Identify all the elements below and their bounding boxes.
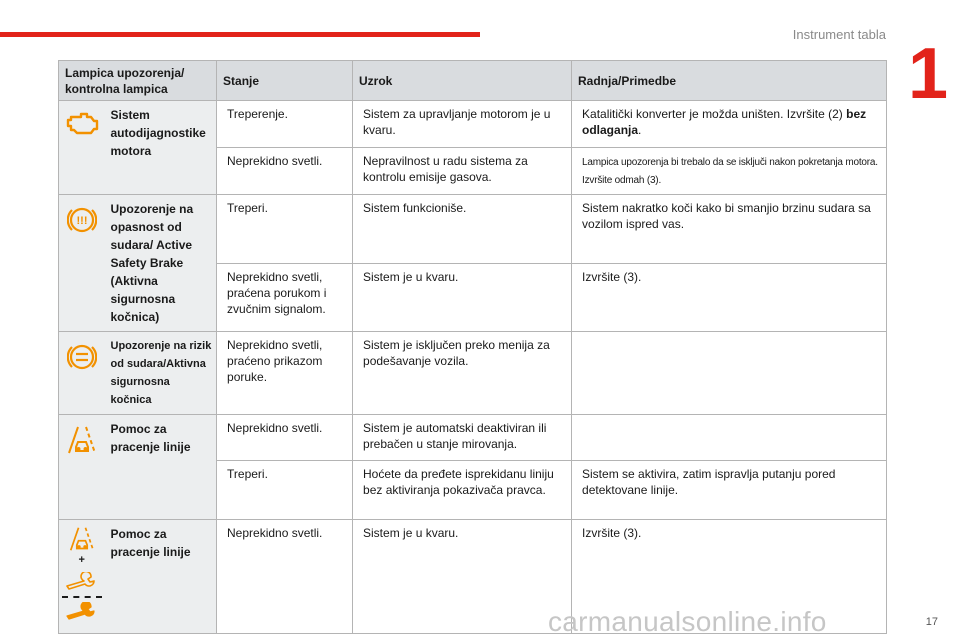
svg-text:!!!: !!! [76, 215, 88, 227]
action-cell [572, 332, 887, 415]
divider-dashed [62, 596, 102, 598]
collision-warning-icon [67, 205, 97, 235]
lamp-icon-cell [59, 415, 105, 520]
chapter-number: 1 [907, 34, 948, 114]
state-cell: Neprekidno svetli, praćeno prikazom poruke. [217, 332, 353, 415]
state-cell: Treperi. [217, 461, 353, 520]
cause-cell: Sistem funkcioniše. [353, 195, 572, 264]
cause-cell: Hoćete da pređete isprekidanu liniju bez aktiviranja pokazivača pravca. [353, 461, 572, 520]
cause-cell: Nepravilnost u radu sistema za kontrolu emisije gasova. [353, 148, 572, 195]
lamp-icon-cell [59, 195, 105, 332]
header-accent-bar [0, 32, 480, 37]
state-cell: Neprekidno svetli. [217, 520, 353, 634]
lamp-icon-cell [59, 520, 105, 634]
column-header-cause: Uzrok [353, 61, 572, 101]
state-cell: Treperi. [217, 195, 353, 264]
cause-cell: Sistem je u kvaru. [353, 263, 572, 332]
page-number: 17 [925, 616, 938, 628]
section-title: Instrument tabla [792, 27, 886, 42]
lamp-name: Pomoc za pracenje linije [105, 415, 217, 520]
action-cell: Izvršite (3). [572, 520, 887, 634]
lamp-name: Pomoc za pracenje linije [105, 520, 217, 634]
action-text-end: . [638, 123, 642, 137]
warning-lights-table [58, 60, 887, 634]
table-row [59, 195, 887, 264]
lamp-name: Upozorenje na rizik od sudara/Aktivna sigurnosna kočnica [105, 332, 217, 415]
action-emphasis: bez odlaganja [582, 107, 867, 137]
cause-cell: Sistem je isključen preko menija za podešavanje vozila. [353, 332, 572, 415]
engine-icon [64, 111, 100, 137]
state-cell: Neprekidno svetli. [217, 148, 353, 195]
action-note: Lampica upozorenja bi trebalo da se isključi nakon pokretanja motora. Izvršite odmah (3). [582, 157, 878, 186]
column-header-lamp: Lampica upozorenja/ kontrolna lampica [59, 61, 217, 101]
action-cell: Sistem se aktivira, zatim ispravlja putanju pored detektovane linije. [572, 461, 887, 520]
lamp-name: Upozorenje na opasnost od sudara/ Active Safety Brake (Aktivna sigurnosna kočnica) [105, 195, 217, 332]
lamp-icon-cell [59, 101, 105, 195]
wrench-icon [64, 602, 100, 620]
table-row [59, 101, 887, 148]
lane-assist-icon [66, 425, 98, 455]
wrench-outline-icon [64, 572, 100, 590]
action-cell [572, 415, 887, 461]
watermark: carmanualsonline.info [548, 606, 827, 637]
collision-warning-off-icon [67, 342, 97, 372]
column-header-state: Stanje [217, 61, 353, 101]
lamp-icon-cell [59, 332, 105, 415]
column-header-action: Radnja/Primedbe [572, 61, 887, 101]
cause-cell: Sistem za upravljanje motorom je u kvaru. [353, 101, 572, 148]
table-row [59, 415, 887, 461]
action-text: Katalitički konverter je možda uništen. Izvršite (2) [582, 107, 847, 121]
state-cell: Neprekidno svetli. [217, 415, 353, 461]
action-cell [572, 101, 887, 148]
action-cell: Sistem nakratko koči kako bi smanjio brzinu sudara sa vozilom ispred vas. [572, 195, 887, 264]
cause-cell: Sistem je u kvaru. [353, 520, 572, 634]
lamp-name: Sistem autodijagnostike motora [105, 101, 217, 195]
plus-sign: + [78, 554, 85, 566]
table-header-row [59, 61, 887, 101]
state-cell: Neprekidno svetli, praćena porukom i zvučnim signalom. [217, 263, 353, 332]
action-cell [572, 148, 887, 195]
lane-assist-icon [66, 526, 98, 552]
state-cell: Treperenje. [217, 101, 353, 148]
table-row [59, 332, 887, 415]
action-cell: Izvršite (3). [572, 263, 887, 332]
cause-cell: Sistem je automatski deaktiviran ili prebačen u stanje mirovanja. [353, 415, 572, 461]
